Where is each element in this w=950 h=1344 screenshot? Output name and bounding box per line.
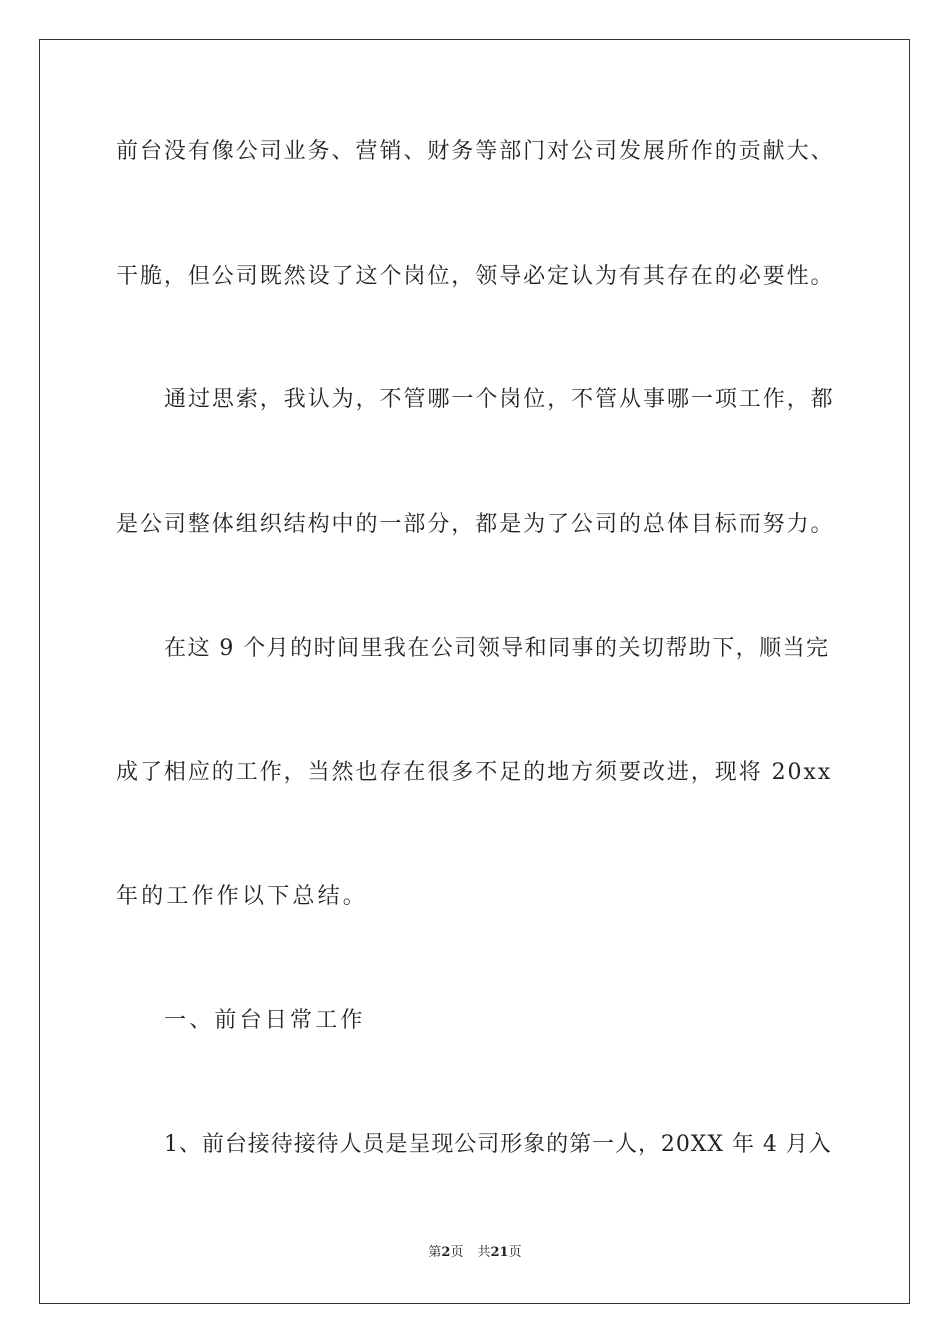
paragraph-line-4: 是公司整体组织结构中的一部分，都是为了公司的总体目标而努力。 bbox=[116, 512, 835, 537]
footer-page-unit: 页 bbox=[450, 1245, 464, 1260]
paragraph-line-9: 1、前台接待接待人员是呈现公司形象的第一人，20XX 年 4 月入 bbox=[164, 1132, 832, 1157]
page-border bbox=[39, 39, 910, 1304]
page-footer bbox=[0, 1244, 950, 1262]
paragraph-line-1: 前台没有像公司业务、营销、财务等部门对公司发展所作的贡献大、 bbox=[116, 139, 835, 164]
paragraph-line-2: 干脆，但公司既然设了这个岗位，领导必定认为有其存在的必要性。 bbox=[116, 264, 835, 289]
paragraph-line-5: 在这 9 个月的时间里我在公司领导和同事的关切帮助下，顺当完 bbox=[164, 636, 830, 661]
section-heading: 一、前台日常工作 bbox=[164, 1008, 366, 1033]
footer-page-number: 2 bbox=[441, 1245, 451, 1260]
paragraph-line-7: 年的工作作以下总结。 bbox=[116, 884, 369, 909]
paragraph-line-3: 通过思索，我认为，不管哪一个岗位，不管从事哪一项工作，都 bbox=[164, 387, 835, 412]
footer-prefix: 第 bbox=[428, 1245, 442, 1260]
paragraph-line-6: 成了相应的工作，当然也存在很多不足的地方须要改进，现将 20xx bbox=[116, 760, 833, 785]
footer-total-unit: 页 bbox=[508, 1245, 522, 1260]
footer-total-prefix: 共 bbox=[477, 1245, 491, 1260]
footer-total-pages: 21 bbox=[490, 1245, 509, 1260]
